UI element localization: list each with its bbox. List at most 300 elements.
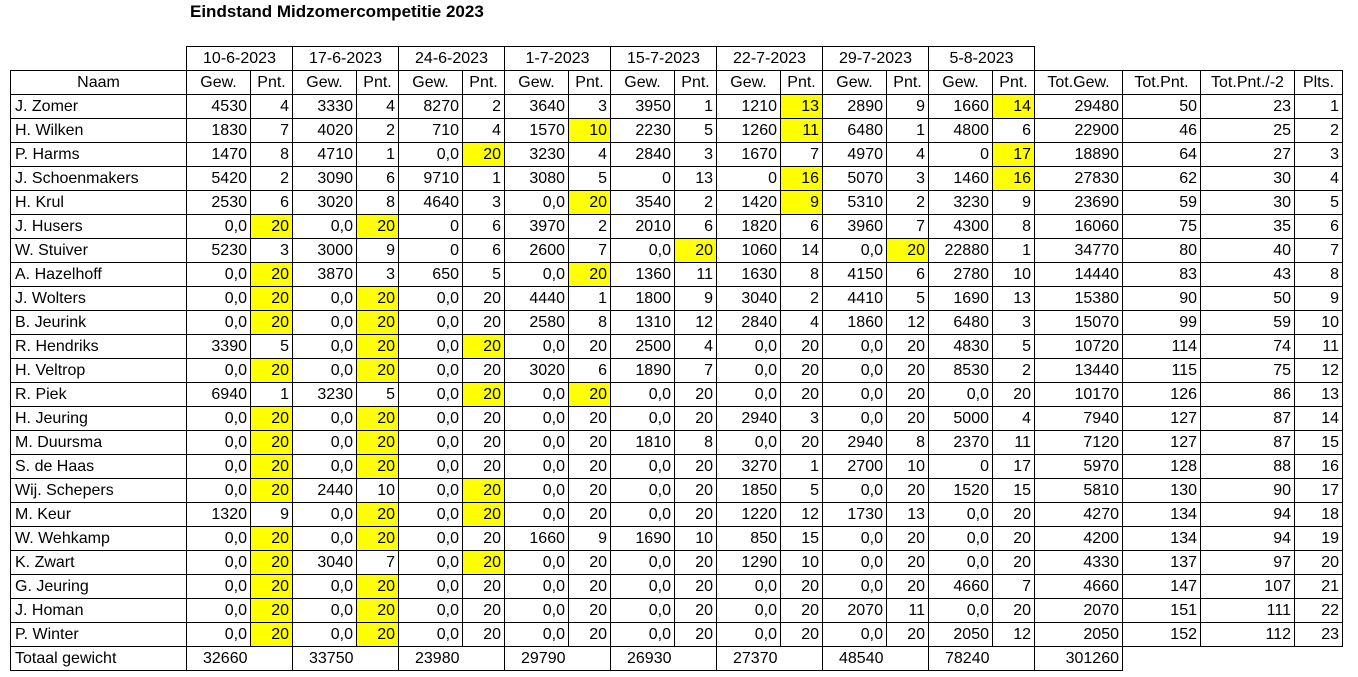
player-name-cell: J. Homan	[11, 599, 187, 623]
weight-cell: 1860	[823, 311, 887, 335]
weight-cell: 5420	[187, 167, 251, 191]
points-cell: 20	[463, 383, 505, 407]
points-cell: 4	[993, 407, 1035, 431]
points-cell: 20	[781, 623, 823, 647]
total-points-minus-2-cell: 35	[1201, 215, 1295, 239]
weight-cell: 5310	[823, 191, 887, 215]
points-cell: 3	[675, 143, 717, 167]
position-cell: 6	[1295, 215, 1343, 239]
points-cell: 6	[463, 215, 505, 239]
weight-cell: 3970	[505, 215, 569, 239]
total-points-minus-2-cell: 30	[1201, 191, 1295, 215]
points-cell: 4	[887, 143, 929, 167]
table-row	[11, 287, 1343, 311]
player-name-cell: J. Husers	[11, 215, 187, 239]
points-cell: 8	[887, 431, 929, 455]
points-cell: 10	[675, 527, 717, 551]
table-row	[11, 215, 1343, 239]
points-cell: 1	[569, 287, 611, 311]
total-points-minus-2-cell: 112	[1201, 623, 1295, 647]
weight-cell: 3870	[293, 263, 357, 287]
points-cell: 20	[887, 527, 929, 551]
total-weight-cell: 13440	[1035, 359, 1123, 383]
points-cell: 20	[993, 503, 1035, 527]
header-gew: Gew.	[187, 71, 251, 95]
weight-cell: 0,0	[823, 383, 887, 407]
header-pnt: Pnt.	[463, 71, 505, 95]
total-points-minus-2-cell: 97	[1201, 551, 1295, 575]
header-gew: Gew.	[399, 71, 463, 95]
points-cell: 20	[569, 407, 611, 431]
player-name-cell: H. Wilken	[11, 119, 187, 143]
weight-cell: 0,0	[399, 335, 463, 359]
weight-cell: 0,0	[399, 287, 463, 311]
header-gew: Gew.	[717, 71, 781, 95]
total-weight-cell: 4330	[1035, 551, 1123, 575]
total-weight-cell: 29480	[1035, 95, 1123, 119]
total-points-cell: 62	[1123, 167, 1201, 191]
blank-cell	[781, 647, 823, 671]
points-cell: 10	[887, 455, 929, 479]
table-row	[11, 575, 1343, 599]
total-points-minus-2-cell: 75	[1201, 359, 1295, 383]
points-cell: 4	[251, 95, 293, 119]
points-cell: 20	[251, 479, 293, 503]
header-pnt: Pnt.	[251, 71, 293, 95]
weight-cell: 3040	[293, 551, 357, 575]
weight-cell: 3640	[505, 95, 569, 119]
points-cell: 20	[675, 407, 717, 431]
weight-cell: 0,0	[823, 239, 887, 263]
weight-cell: 2230	[611, 119, 675, 143]
total-points-minus-2-cell: 86	[1201, 383, 1295, 407]
points-cell: 20	[887, 551, 929, 575]
header-tot-gew: Tot.Gew.	[1035, 71, 1123, 95]
points-cell: 13	[993, 287, 1035, 311]
points-cell: 7	[993, 575, 1035, 599]
total-points-cell: 127	[1123, 407, 1201, 431]
weight-cell: 0,0	[399, 551, 463, 575]
weight-cell: 1850	[717, 479, 781, 503]
table-row	[11, 503, 1343, 527]
header-gew: Gew.	[823, 71, 887, 95]
position-cell: 11	[1295, 335, 1343, 359]
points-cell: 14	[781, 239, 823, 263]
player-name-cell: R. Hendriks	[11, 335, 187, 359]
weight-cell: 1210	[717, 95, 781, 119]
weight-cell: 0,0	[717, 623, 781, 647]
weight-cell: 0,0	[187, 551, 251, 575]
points-cell: 20	[887, 239, 929, 263]
points-cell: 20	[463, 287, 505, 311]
total-points-cell: 137	[1123, 551, 1201, 575]
total-points-cell: 127	[1123, 431, 1201, 455]
points-cell: 20	[357, 407, 399, 431]
points-cell: 2	[251, 167, 293, 191]
weight-cell: 3230	[929, 191, 993, 215]
points-cell: 6	[993, 119, 1035, 143]
weight-cell: 2580	[505, 311, 569, 335]
total-points-cell: 147	[1123, 575, 1201, 599]
weight-cell: 0,0	[399, 479, 463, 503]
weight-cell: 3080	[505, 167, 569, 191]
blank-cell	[1201, 647, 1295, 671]
total-weight-cell: 16060	[1035, 215, 1123, 239]
points-cell: 20	[887, 479, 929, 503]
total-weight-cell: 4200	[1035, 527, 1123, 551]
points-cell: 20	[251, 455, 293, 479]
total-points-minus-2-cell: 40	[1201, 239, 1295, 263]
date-header: 1-7-2023	[505, 47, 611, 71]
player-name-cell: M. Duursma	[11, 431, 187, 455]
weight-cell: 0,0	[929, 383, 993, 407]
player-name-cell: W. Wehkamp	[11, 527, 187, 551]
total-points-minus-2-cell: 88	[1201, 455, 1295, 479]
weight-cell: 3040	[717, 287, 781, 311]
weight-cell: 0,0	[399, 311, 463, 335]
weight-cell: 0,0	[293, 623, 357, 647]
points-cell: 20	[887, 407, 929, 431]
total-points-cell: 46	[1123, 119, 1201, 143]
weight-cell: 0	[399, 239, 463, 263]
points-cell: 10	[569, 119, 611, 143]
weight-cell: 5070	[823, 167, 887, 191]
weight-cell: 0,0	[187, 407, 251, 431]
table-row	[11, 455, 1343, 479]
total-weight-value: 23980	[399, 647, 463, 671]
points-cell: 20	[251, 623, 293, 647]
points-cell: 16	[993, 167, 1035, 191]
player-name-cell: Wij. Schepers	[11, 479, 187, 503]
weight-cell: 4660	[929, 575, 993, 599]
weight-cell: 2530	[187, 191, 251, 215]
points-cell: 20	[463, 599, 505, 623]
table-row	[11, 599, 1343, 623]
points-cell: 2	[675, 191, 717, 215]
weight-cell: 0,0	[823, 527, 887, 551]
points-cell: 20	[569, 503, 611, 527]
position-cell: 17	[1295, 479, 1343, 503]
points-cell: 20	[251, 263, 293, 287]
weight-cell: 0,0	[293, 503, 357, 527]
weight-cell: 0,0	[717, 359, 781, 383]
points-cell: 3	[887, 167, 929, 191]
points-cell: 20	[251, 599, 293, 623]
weight-cell: 2010	[611, 215, 675, 239]
points-cell: 20	[781, 383, 823, 407]
points-cell: 20	[251, 311, 293, 335]
header-gew: Gew.	[929, 71, 993, 95]
total-weight-value: 32660	[187, 647, 251, 671]
blank-cell	[1035, 47, 1343, 71]
weight-cell: 0,0	[611, 479, 675, 503]
table-row	[11, 359, 1343, 383]
points-cell: 2	[887, 191, 929, 215]
weight-cell: 3090	[293, 167, 357, 191]
weight-cell: 9710	[399, 167, 463, 191]
total-weight-cell: 2070	[1035, 599, 1123, 623]
date-header: 24-6-2023	[399, 47, 505, 71]
total-weight-value: 29790	[505, 647, 569, 671]
points-cell: 20	[357, 455, 399, 479]
points-cell: 20	[463, 623, 505, 647]
points-cell: 20	[251, 527, 293, 551]
points-cell: 20	[463, 503, 505, 527]
points-cell: 7	[251, 119, 293, 143]
position-cell: 12	[1295, 359, 1343, 383]
weight-cell: 1690	[611, 527, 675, 551]
header-pnt: Pnt.	[675, 71, 717, 95]
position-cell: 9	[1295, 287, 1343, 311]
weight-cell: 0,0	[505, 263, 569, 287]
points-cell: 4	[357, 95, 399, 119]
total-points-minus-2-cell: 87	[1201, 431, 1295, 455]
points-cell: 20	[887, 575, 929, 599]
points-cell: 8	[569, 311, 611, 335]
weight-cell: 0,0	[717, 383, 781, 407]
points-cell: 20	[569, 455, 611, 479]
table-row	[11, 167, 1343, 191]
points-cell: 20	[781, 599, 823, 623]
weight-cell: 1830	[187, 119, 251, 143]
weight-cell: 0,0	[611, 623, 675, 647]
blank-cell	[463, 647, 505, 671]
weight-cell: 1260	[717, 119, 781, 143]
table-row	[11, 263, 1343, 287]
points-cell: 20	[357, 359, 399, 383]
points-cell: 17	[993, 455, 1035, 479]
date-header: 17-6-2023	[293, 47, 399, 71]
points-cell: 3	[781, 407, 823, 431]
weight-cell: 0,0	[293, 431, 357, 455]
points-cell: 20	[251, 575, 293, 599]
points-cell: 6	[887, 263, 929, 287]
header-naam: Naam	[11, 71, 187, 95]
points-cell: 5	[569, 167, 611, 191]
weight-cell: 2940	[717, 407, 781, 431]
points-cell: 6	[251, 191, 293, 215]
points-cell: 20	[675, 239, 717, 263]
weight-cell: 0,0	[717, 599, 781, 623]
points-cell: 13	[887, 503, 929, 527]
header-plts: Plts.	[1295, 71, 1343, 95]
total-points-minus-2-cell: 43	[1201, 263, 1295, 287]
blank-cell	[251, 647, 293, 671]
player-name-cell: H. Jeuring	[11, 407, 187, 431]
position-cell: 4	[1295, 167, 1343, 191]
player-name-cell: G. Jeuring	[11, 575, 187, 599]
table-row	[11, 527, 1343, 551]
points-cell: 20	[569, 623, 611, 647]
column-header-row	[11, 71, 1343, 95]
position-cell: 5	[1295, 191, 1343, 215]
points-cell: 2	[781, 287, 823, 311]
weight-cell: 0,0	[187, 479, 251, 503]
weight-cell: 0,0	[187, 431, 251, 455]
total-points-minus-2-cell: 50	[1201, 287, 1295, 311]
table-row	[11, 407, 1343, 431]
date-header: 15-7-2023	[611, 47, 717, 71]
points-cell: 20	[675, 551, 717, 575]
total-points-cell: 59	[1123, 191, 1201, 215]
header-gew: Gew.	[293, 71, 357, 95]
points-cell: 4	[781, 311, 823, 335]
total-weight-cell: 7940	[1035, 407, 1123, 431]
weight-cell: 0,0	[187, 287, 251, 311]
weight-cell: 0,0	[505, 455, 569, 479]
points-cell: 8	[357, 191, 399, 215]
total-points-minus-2-cell: 27	[1201, 143, 1295, 167]
points-cell: 11	[675, 263, 717, 287]
points-cell: 20	[887, 623, 929, 647]
points-cell: 4	[569, 143, 611, 167]
blank-cell	[993, 647, 1035, 671]
points-cell: 9	[251, 503, 293, 527]
weight-cell: 6480	[929, 311, 993, 335]
weight-cell: 1220	[717, 503, 781, 527]
points-cell: 20	[781, 575, 823, 599]
total-weight-cell: 23690	[1035, 191, 1123, 215]
player-name-cell: P. Harms	[11, 143, 187, 167]
total-weight-cell: 34770	[1035, 239, 1123, 263]
points-cell: 8	[781, 263, 823, 287]
weight-cell: 0,0	[293, 215, 357, 239]
blank-cell	[357, 647, 399, 671]
points-cell: 1	[781, 455, 823, 479]
position-cell: 8	[1295, 263, 1343, 287]
header-gew: Gew.	[611, 71, 675, 95]
header-pnt: Pnt.	[781, 71, 823, 95]
weight-cell: 0,0	[187, 527, 251, 551]
header-tot-pnt: Tot.Pnt.	[1123, 71, 1201, 95]
points-cell: 5	[993, 335, 1035, 359]
points-cell: 10	[993, 263, 1035, 287]
position-cell: 16	[1295, 455, 1343, 479]
weight-cell: 0,0	[929, 599, 993, 623]
total-weight-cell: 4270	[1035, 503, 1123, 527]
weight-cell: 2370	[929, 431, 993, 455]
total-points-cell: 80	[1123, 239, 1201, 263]
points-cell: 20	[675, 503, 717, 527]
points-cell: 20	[357, 575, 399, 599]
points-cell: 20	[357, 599, 399, 623]
weight-cell: 0,0	[611, 575, 675, 599]
totals-row	[11, 647, 1343, 671]
weight-cell: 22880	[929, 239, 993, 263]
weight-cell: 1420	[717, 191, 781, 215]
total-points-minus-2-cell: 30	[1201, 167, 1295, 191]
points-cell: 20	[463, 311, 505, 335]
weight-cell: 0,0	[611, 503, 675, 527]
points-cell: 20	[357, 311, 399, 335]
points-cell: 7	[781, 143, 823, 167]
weight-cell: 0,0	[717, 335, 781, 359]
grand-total-weight: 301260	[1035, 647, 1123, 671]
total-weight-value: 78240	[929, 647, 993, 671]
weight-cell: 5000	[929, 407, 993, 431]
weight-cell: 0,0	[399, 623, 463, 647]
points-cell: 20	[569, 191, 611, 215]
points-cell: 8	[675, 431, 717, 455]
points-cell: 20	[251, 407, 293, 431]
points-cell: 1	[251, 383, 293, 407]
weight-cell: 1310	[611, 311, 675, 335]
points-cell: 20	[993, 383, 1035, 407]
weight-cell: 0,0	[505, 191, 569, 215]
points-cell: 6	[569, 359, 611, 383]
weight-cell: 1460	[929, 167, 993, 191]
points-cell: 1	[675, 95, 717, 119]
points-cell: 20	[675, 455, 717, 479]
table-row	[11, 311, 1343, 335]
points-cell: 1	[357, 143, 399, 167]
weight-cell: 8270	[399, 95, 463, 119]
points-cell: 20	[569, 335, 611, 359]
points-cell: 3	[993, 311, 1035, 335]
total-points-minus-2-cell: 74	[1201, 335, 1295, 359]
points-cell: 9	[675, 287, 717, 311]
points-cell: 20	[569, 383, 611, 407]
points-cell: 5	[463, 263, 505, 287]
points-cell: 1	[463, 167, 505, 191]
weight-cell: 0,0	[293, 599, 357, 623]
weight-cell: 650	[399, 263, 463, 287]
weight-cell: 8530	[929, 359, 993, 383]
weight-cell: 4410	[823, 287, 887, 311]
weight-cell: 3020	[505, 359, 569, 383]
points-cell: 1	[887, 119, 929, 143]
results-table	[10, 46, 1343, 671]
blank-cell	[887, 647, 929, 671]
header-pnt: Pnt.	[887, 71, 929, 95]
weight-cell: 2780	[929, 263, 993, 287]
weight-cell: 0,0	[823, 359, 887, 383]
points-cell: 15	[993, 479, 1035, 503]
points-cell: 17	[993, 143, 1035, 167]
total-weight-cell: 4660	[1035, 575, 1123, 599]
table-row	[11, 239, 1343, 263]
weight-cell: 3230	[293, 383, 357, 407]
player-name-cell: H. Veltrop	[11, 359, 187, 383]
weight-cell: 0,0	[505, 479, 569, 503]
total-points-cell: 115	[1123, 359, 1201, 383]
weight-cell: 0,0	[929, 503, 993, 527]
points-cell: 7	[357, 551, 399, 575]
total-weight-value: 26930	[611, 647, 675, 671]
player-name-cell: M. Keur	[11, 503, 187, 527]
blank-cell	[1123, 647, 1201, 671]
weight-cell: 3390	[187, 335, 251, 359]
points-cell: 5	[251, 335, 293, 359]
total-weight-cell: 14440	[1035, 263, 1123, 287]
total-points-cell: 90	[1123, 287, 1201, 311]
points-cell: 20	[357, 287, 399, 311]
header-gew: Gew.	[505, 71, 569, 95]
weight-cell: 0,0	[505, 503, 569, 527]
player-name-cell: A. Hazelhoff	[11, 263, 187, 287]
points-cell: 20	[463, 455, 505, 479]
weight-cell: 1060	[717, 239, 781, 263]
weight-cell: 0,0	[293, 407, 357, 431]
points-cell: 20	[675, 479, 717, 503]
weight-cell: 2840	[611, 143, 675, 167]
weight-cell: 0,0	[399, 575, 463, 599]
points-cell: 20	[357, 431, 399, 455]
weight-cell: 3950	[611, 95, 675, 119]
points-cell: 16	[781, 167, 823, 191]
points-cell: 20	[781, 359, 823, 383]
points-cell: 20	[251, 359, 293, 383]
